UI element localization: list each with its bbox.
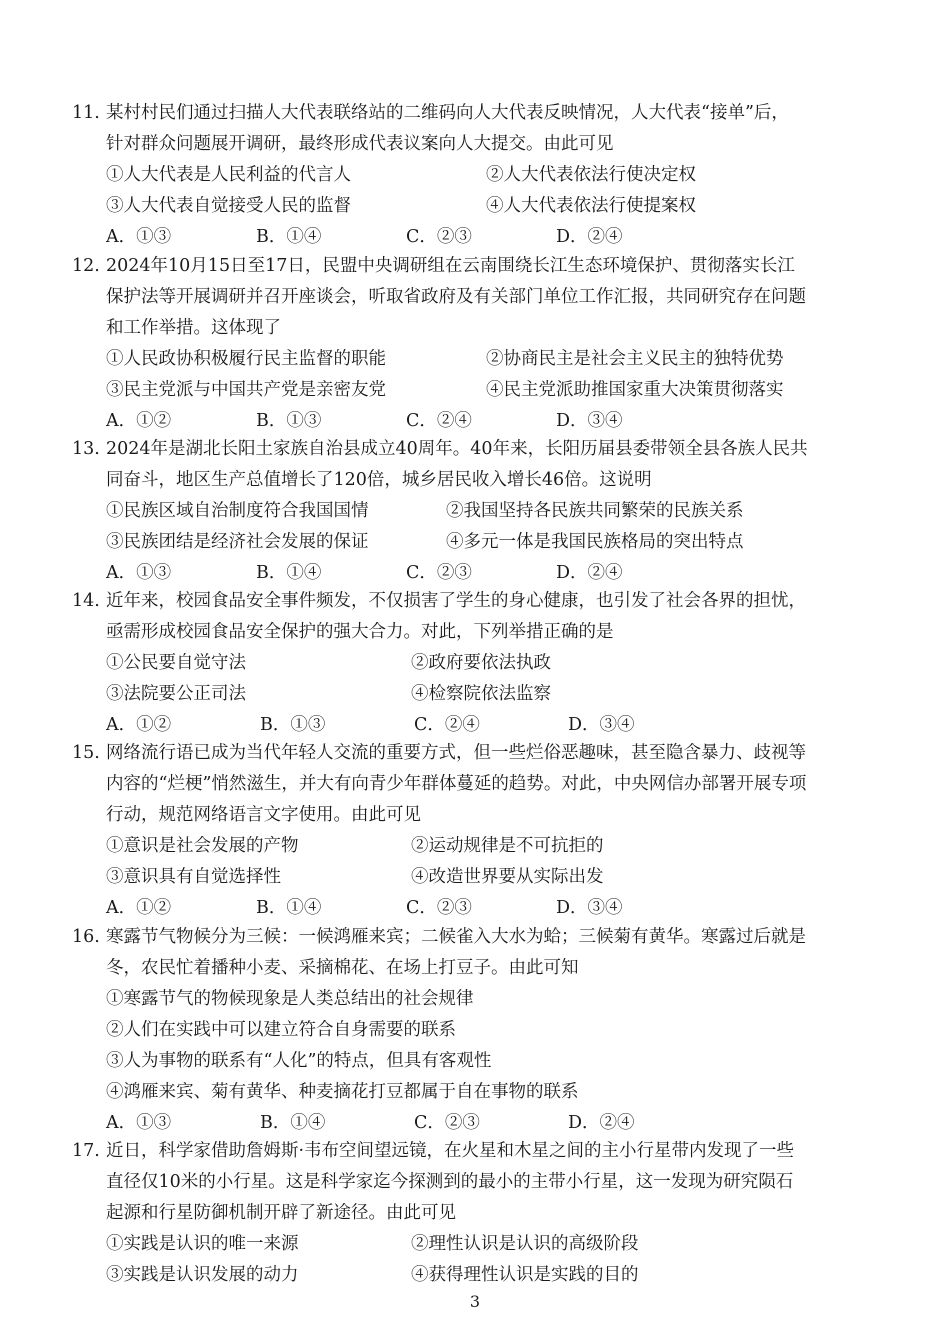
stem-line: 亟需形成校园食品安全保护的强大合力。对此，下列举措正确的是	[106, 622, 614, 642]
option-3: ③实践是认识发展的动力	[106, 1265, 299, 1285]
option-3: ③人大代表自觉接受人民的监督	[106, 196, 351, 216]
choice-b: B．①④	[256, 227, 322, 247]
choice-d: D．③④	[568, 715, 635, 735]
question-number: 11.	[72, 103, 100, 123]
option-4: ④改造世界要从实际出发	[411, 867, 604, 887]
option-1: ①人大代表是人民利益的代言人	[106, 165, 351, 185]
question-stem	[72, 586, 882, 648]
choice-a: A．①③	[106, 227, 172, 247]
question-13	[72, 434, 882, 589]
option-1: ①意识是社会发展的产物	[106, 836, 299, 856]
option-4: ④检察院依法监察	[411, 684, 551, 704]
choice-d: D．②④	[568, 1113, 635, 1133]
option-3: ③法院要公正司法	[106, 684, 246, 704]
choice-b: B．①④	[260, 1113, 326, 1133]
option-2: ②运动规律是不可抗拒的	[411, 836, 604, 856]
question-number: 15.	[72, 743, 100, 763]
choice-d: D．②④	[556, 227, 623, 247]
answer-choices	[72, 222, 882, 253]
stem-line: 保护法等开展调研并召开座谈会，听取省政府及有关部门单位工作汇报，共同研究存在问题	[106, 287, 806, 307]
option-4: ④多元一体是我国民族格局的突出特点	[446, 532, 744, 552]
option-3: ③意识具有自觉选择性	[106, 867, 281, 887]
stem-line: 和工作举措。这体现了	[106, 318, 281, 338]
option-4: ④民主党派助推国家重大决策贯彻落实	[486, 380, 784, 400]
stem-line: 冬，农民忙着播种小麦、采摘棉花、在场上打豆子。由此可知	[106, 958, 579, 978]
stem-line: 同奋斗，地区生产总值增长了120倍，城乡居民收入增长46倍。这说明	[106, 470, 652, 490]
option-3: ③民主党派与中国共产党是亲密友党	[106, 380, 386, 400]
option-1: ①实践是认识的唯一来源	[106, 1234, 299, 1254]
question-number: 13.	[72, 439, 100, 459]
stem-line: 网络流行语已成为当代年轻人交流的重要方式，但一些烂俗恶趣味，甚至隐含暴力、歧视等	[106, 743, 806, 763]
stem-line: 直径仅10米的小行星。这是科学家迄今探测到的最小的主带小行星，这一发现为研究陨石	[106, 1172, 794, 1192]
options	[72, 831, 882, 893]
option-3: ③民族团结是经济社会发展的保证	[106, 532, 369, 552]
option-1: ①民族区域自治制度符合我国国情	[106, 501, 369, 521]
question-17	[72, 1136, 882, 1291]
option-4: ④鸿雁来宾、菊有黄华、种麦摘花打豆都属于自在事物的联系	[106, 1082, 579, 1102]
options	[72, 984, 882, 1108]
stem-line: 内容的“烂梗”悄然滋生，并大有向青少年群体蔓延的趋势。对此，中央网信办部署开展专项	[106, 774, 807, 794]
question-11	[72, 98, 882, 253]
choice-a: A．①②	[106, 898, 172, 918]
answer-choices	[72, 1108, 882, 1139]
question-number: 14.	[72, 591, 100, 611]
question-stem	[72, 251, 882, 344]
option-1: ①寒露节气的物候现象是人类总结出的社会规律	[106, 989, 474, 1009]
question-stem	[72, 1136, 882, 1229]
choice-d: D．②④	[556, 563, 623, 583]
option-4: ④获得理性认识是实践的目的	[411, 1265, 639, 1285]
answer-choices	[72, 406, 882, 437]
option-2: ②人大代表依法行使决定权	[486, 165, 696, 185]
option-2: ②人们在实践中可以建立符合自身需要的联系	[106, 1020, 456, 1040]
options	[72, 1229, 882, 1291]
stem-line: 某村村民们通过扫描人大代表联络站的二维码向人大代表反映情况，人大代表“接单”后，	[106, 103, 789, 123]
option-2: ②我国坚持各民族共同繁荣的民族关系	[446, 501, 744, 521]
stem-line: 近年来，校园食品安全事件频发，不仅损害了学生的身心健康，也引发了社会各界的担忧，	[106, 591, 806, 611]
choice-c: C．②③	[406, 227, 472, 247]
question-15	[72, 738, 882, 924]
options	[72, 648, 882, 710]
choice-c: C．②③	[406, 563, 472, 583]
question-stem	[72, 738, 882, 831]
question-stem	[72, 434, 882, 496]
stem-line: 起源和行星防御机制开辟了新途径。由此可见	[106, 1203, 456, 1223]
option-4: ④人大代表依法行使提案权	[486, 196, 696, 216]
answer-choices	[72, 710, 882, 741]
option-2: ②理性认识是认识的高级阶段	[411, 1234, 639, 1254]
choice-d: D．③④	[556, 411, 623, 431]
choice-a: A．①③	[106, 1113, 172, 1133]
choice-c: C．②③	[414, 1113, 480, 1133]
choice-b: B．①③	[256, 411, 322, 431]
question-stem	[72, 98, 882, 160]
options	[72, 160, 882, 222]
choice-c: C．②④	[414, 715, 480, 735]
stem-line: 2024年10月15日至17日，民盟中央调研组在云南围绕长江生态环境保护、贯彻落实长江	[106, 256, 795, 276]
choice-b: B．①③	[260, 715, 326, 735]
question-number: 16.	[72, 927, 100, 947]
options	[72, 344, 882, 406]
choice-b: B．①④	[256, 563, 322, 583]
option-2: ②政府要依法执政	[411, 653, 551, 673]
stem-line: 近日，科学家借助詹姆斯·韦布空间望远镜，在火星和木星之间的主小行星带内发现了一些	[106, 1141, 795, 1161]
question-stem	[72, 922, 882, 984]
option-3: ③人为事物的联系有“人化”的特点，但具有客观性	[106, 1051, 492, 1071]
choice-c: C．②③	[406, 898, 472, 918]
answer-choices	[72, 893, 882, 924]
choice-b: B．①④	[256, 898, 322, 918]
question-12	[72, 251, 882, 437]
option-1: ①人民政协积极履行民主监督的职能	[106, 349, 386, 369]
stem-line: 行动，规范网络语言文字使用。由此可见	[106, 805, 421, 825]
page-number: 3	[469, 1292, 481, 1311]
question-16	[72, 922, 882, 1139]
choice-a: A．①②	[106, 411, 172, 431]
choice-a: A．①③	[106, 563, 172, 583]
question-14	[72, 586, 882, 741]
stem-line: 针对群众问题展开调研，最终形成代表议案向人大提交。由此可见	[106, 134, 614, 154]
choice-d: D．③④	[556, 898, 623, 918]
choice-a: A．①②	[106, 715, 172, 735]
options	[72, 496, 882, 558]
question-number: 17.	[72, 1141, 100, 1161]
answer-choices	[72, 558, 882, 589]
option-2: ②协商民主是社会主义民主的独特优势	[486, 349, 784, 369]
stem-line: 寒露节气物候分为三候：一候鸿雁来宾；二候雀入大水为蛤；三候菊有黄华。寒露过后就是	[106, 927, 806, 947]
stem-line: 2024年是湖北长阳土家族自治县成立40周年。40年来，长阳历届县委带领全县各族人民共	[106, 439, 808, 459]
choice-c: C．②④	[406, 411, 472, 431]
question-number: 12.	[72, 256, 100, 276]
option-1: ①公民要自觉守法	[106, 653, 246, 673]
